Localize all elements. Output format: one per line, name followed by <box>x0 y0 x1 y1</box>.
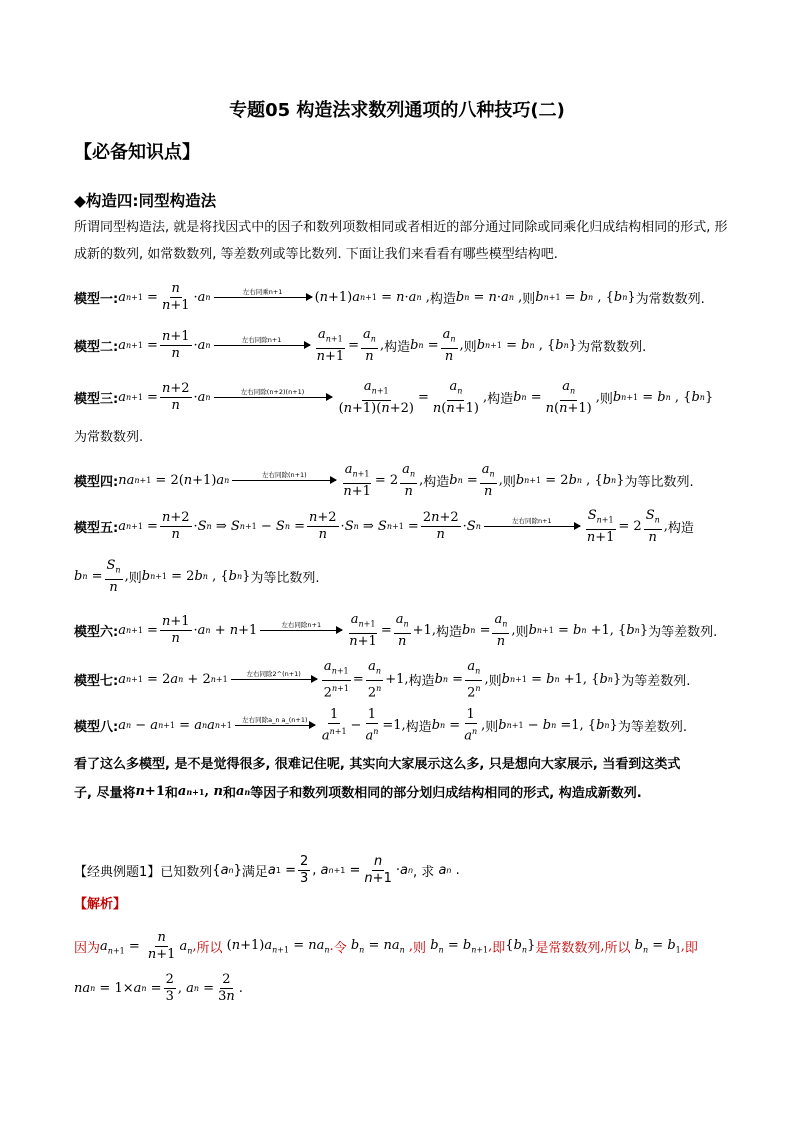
model-tail: 为等差数列. <box>621 674 691 690</box>
word: 构造 <box>667 521 694 537</box>
model-4: 模型四: na n+1 = 2( n +1) a n 左右同除(n+1) $\frac{a_{n+1}}{n+1}$ = 2 $\frac{a_n}{n}$ , 构造 b n = $\frac{a_n}{n}$ , 则 b n+1 = 2 b n , { b n } 为等比数列. <box>74 462 694 499</box>
outro-line-2: 子, 尽量将 n +1 和 a n+1 , n 和 a n 等因子和数列项数相同的部分划归成结构相同的形式, 构造成新数列. <box>74 784 642 801</box>
arrow-label: 左右同除n+1 <box>241 335 282 344</box>
word: 则 <box>515 625 529 641</box>
arrow-label: 左右同乘n+1 <box>242 287 283 296</box>
intro-paragraph: 所谓同型构造法, 就是将找因式中的因子和数列项数相同或者相近的部分通过同除或同乘化归成结构相同的形式, 形成新的数列, 如常数数列, 等差数列或等比数列. 下面让我们来看看有哪些模型结构吧. <box>74 220 728 262</box>
word: 所以 <box>604 941 631 956</box>
outro-text: 等因子和数列项数相同的部分划归成结构相同的形式, 构造成新数列. <box>250 786 642 801</box>
arrow-label: 左右同除(n+2)(n+1) <box>240 387 305 396</box>
arrow-label: 左右同除a_n a_(n+1) <box>242 715 308 724</box>
word: 构造 <box>487 392 514 408</box>
model-3-tail <box>74 426 143 445</box>
subsection-heading: ◆构造四:同型构造法 <box>74 192 217 210</box>
word: 则 <box>599 392 613 408</box>
model-label: 模型七: <box>74 674 119 690</box>
word: 构造 <box>384 340 411 356</box>
model-1: 模型一: a n+1 = $\frac{n}{n+1}$ · a n 左右同乘n+1 ( n +1) a n+1 = n · a n , 构造 b n = n · a n , 则 b n+1 = b n , { b n } 为常数数列. <box>74 281 705 313</box>
word: 所以 <box>196 941 223 956</box>
model-2: 模型二: a n+1 = $\frac{n+1}{n}$ · a n 左右同除n+1 $\frac{a_{n+1}}{n+1}$ = $\frac{a_n}{n}$ , 构造 b n = $\frac{a_n}{n}$ , 则 b n+1 = b n , { b n } 为常数数列. <box>74 327 647 364</box>
page-title: 专题05 构造法求数列通项的八种技巧(二) <box>229 100 565 121</box>
solution-line-2: na n = 1× a n = $\frac{2}{3}$ , a n = $\frac{2}{3n}$ . <box>74 972 243 1004</box>
arrow-label: 左右同除(n+1) <box>261 470 307 479</box>
word: 是常数数列 <box>535 941 601 956</box>
arrow-label: 左右同除2^(n+1) <box>246 669 301 678</box>
solution-line-1: 因为 $a_{n+1}$ = $\frac{n}{n+1}$ $a_n$ , 所以 $(n+1)a_{n+1} = na_n$ . 令 $b_n = na_n$ , 则 $b_n = b_{n+1}$ , 即 $\{b_n\}$ 是常数数列 , 所以 $b_n = b_1$ , 即 <box>74 930 698 962</box>
word: 和 <box>222 786 236 801</box>
example-text: , 求 <box>413 865 435 880</box>
example-1: 【经典例题1】已知数列 { a n } 满足 a 1 = $\frac{2}{3}$ , a n+1 = $\frac{n}{n+1}$ · a n , 求 a n . <box>74 854 460 886</box>
model-8: 模型八: a n − a n+1 = a n a n+1 左右同除a_n a_(n+1) $\frac{1}{a^{n+1}}$ − $\frac{1}{a^n}$ =1, 构造 b n = $\frac{1}{a^n}$ , 则 b n+1 − b n =1, { b n } 为等差数列. <box>74 707 687 744</box>
model-label: 模型四: <box>74 475 119 491</box>
model-6: 模型六: a n+1 = $\frac{n+1}{n}$ · a n + n +1 左右同除n+1 $\frac{a_{n+1}}{n+1}$ = $\frac{a_n}{n}$ +1, 构造 b n = $\frac{a_n}{n}$ , 则 b n+1 = b n +1, { b n } 为等差数列. <box>74 612 718 649</box>
word: 则 <box>463 340 477 356</box>
model-label: 模型六: <box>74 625 119 641</box>
model-label: 模型三: <box>74 392 119 408</box>
word: 则 <box>522 292 536 307</box>
model-label: 模型八: <box>74 720 119 736</box>
arrow-label: 左右同除n+1 <box>511 516 552 525</box>
model-tail: 为等比数列. <box>624 475 694 491</box>
model-3: 模型三: a n+1 = $\frac{n+2}{n}$ · a n 左右同除(n+2)(n+1) $\frac{a_{n+1}}{(n+1)(n+2)}$ = $\frac{a_n}{n(n+1)}$ , 构造 b n = $\frac{a_n}{n(n+1)}$ , 则 b n+1 = b n , { b n } <box>74 379 714 416</box>
outro-line-1: 看了这么多模型, 是不是觉得很多, 很难记住呢, 其实向大家展示这么多, 只是想向大家展示, 当看到这类式 <box>74 757 681 772</box>
example-text: 满足 <box>241 865 268 880</box>
word: 构造 <box>423 475 450 491</box>
model-tail: 为常数数列. <box>577 340 647 356</box>
word: 构造 <box>405 720 432 736</box>
word: 构造 <box>435 625 462 641</box>
word: 则 <box>128 571 142 587</box>
model-tail: 为等差数列. <box>648 625 718 641</box>
section-heading: 【必备知识点】 <box>74 142 200 163</box>
word: 和 <box>164 786 178 801</box>
model-5-tail: b n = $\frac{S_n}{n}$ , 则 b n+1 = 2 b n , { b n } 为等比数列. <box>74 558 320 595</box>
example-label: 【经典例题1】已知数列 <box>74 865 213 880</box>
word: 即 <box>492 941 506 956</box>
model-tail: 为等差数列. <box>617 720 687 736</box>
word: 则 <box>488 674 502 690</box>
word: 即 <box>684 941 698 956</box>
outro-text: 子, 尽量将 <box>74 786 136 801</box>
word: 令 <box>333 941 347 956</box>
word: 构造 <box>408 674 435 690</box>
model-5: 模型五: a n+1 = $\frac{n+2}{n}$ · S n ⇒ S n+1 − S n = $\frac{n+2}{n}$ · S n ⇒ S n+1 = $\frac{2n+2}{n}$ · S n 左右同除n+1 $\frac{S_{n+1}}{n+1}$ = 2 $\frac{S_n}{n}$ , 构造 <box>74 508 694 545</box>
word: 因为 <box>74 941 101 956</box>
model-tail: 为常数数列. <box>635 292 705 307</box>
word: 则 <box>502 475 516 491</box>
arrow-label: 左右同除n+1 <box>281 620 322 629</box>
model-tail: 为等比数列. <box>250 571 320 587</box>
model-label: 模型五: <box>74 521 119 537</box>
word: 则 <box>413 941 427 956</box>
model-tail: 为常数数列. <box>74 430 144 445</box>
model-label: 模型一: <box>74 292 119 307</box>
solution-label: 【解析】 <box>74 897 127 912</box>
word: 构造 <box>429 292 456 307</box>
word: 则 <box>485 720 499 736</box>
model-label: 模型二: <box>74 340 119 356</box>
model-7: 模型七: a n+1 = 2 a n + 2 n+1 左右同除2^(n+1) $\frac{a_{n+1}}{2^{n+1}}$ = $\frac{a_n}{2^n}$ +1, 构造 b n = $\frac{a_n}{2^n}$ , 则 b n+1 = b n +1, { b n } 为等差数列. <box>74 659 691 700</box>
